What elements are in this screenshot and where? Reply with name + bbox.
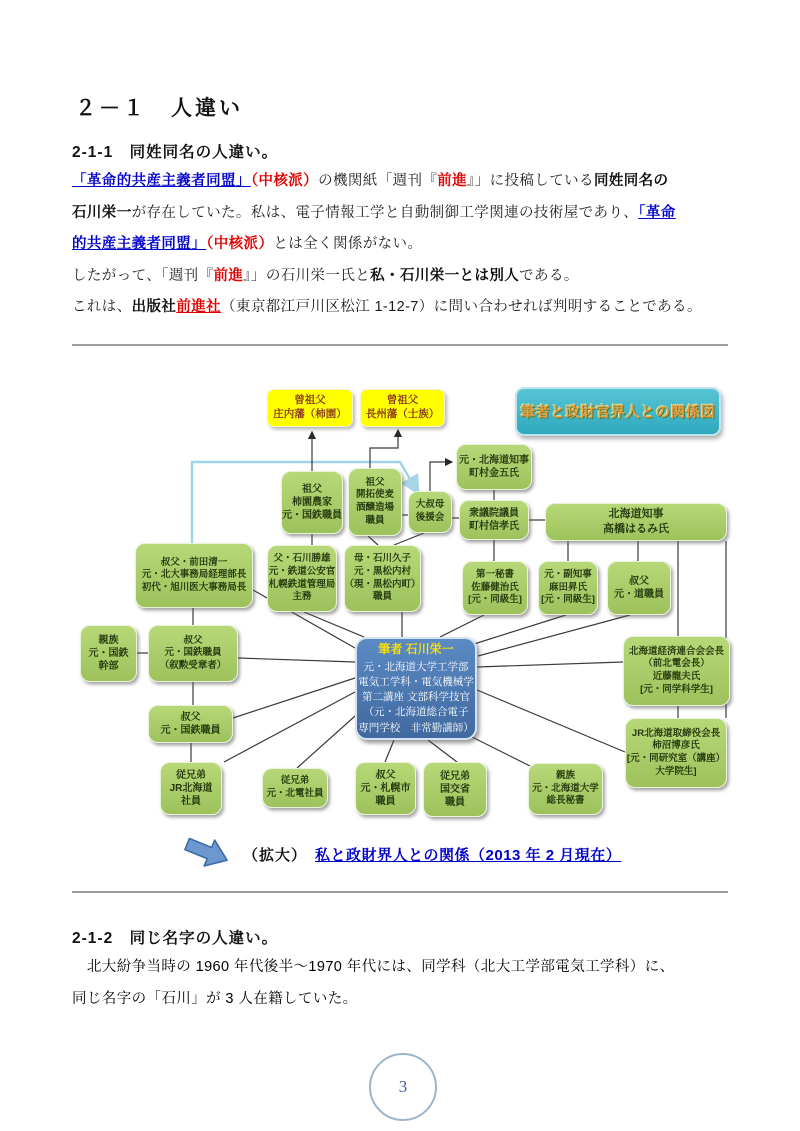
body-text-line (72, 292, 742, 324)
bottom-text-line-2: 同じ名字の「石川」が 3 人在籍していた。 (72, 991, 358, 1007)
text-run: （中核派） (206, 236, 274, 252)
node-text-line: [元・同学科学生] (640, 683, 713, 695)
node-text-line: 庄内藩（柿園） (273, 408, 347, 420)
node-text-line: 専門学校 非常勤講師） (358, 721, 474, 734)
node-text-line: 叔父 (180, 711, 201, 723)
inline-link[interactable]: 「革命的共産主義者同盟」 (72, 173, 251, 189)
node-text-line: 父・石川勝雄 (273, 553, 331, 565)
node-kondo (623, 636, 730, 706)
text-run: とは全く関係がない。 (273, 236, 423, 252)
node-text-line: 初代・旭川医大事務局長 (141, 581, 247, 593)
text-run: 前進 (213, 267, 244, 284)
node-text-line: 北海道経済連合会会長 (628, 645, 724, 657)
node-chichi (267, 545, 337, 612)
node-text-line: （叙勲受章者） (159, 659, 227, 671)
text-run: 私・石川栄一とは別人 (370, 267, 520, 284)
node-text-line: 大学院生] (655, 765, 697, 777)
node-text-line: 元・札幌市 (360, 782, 411, 794)
node-text-line: 叔父 (375, 769, 396, 781)
node-text-line: 札幌鉄道管理局 (268, 578, 336, 590)
node-sofu1 (281, 471, 343, 534)
text-run: である。 (519, 267, 579, 284)
node-text-line: [元・同級生] (541, 594, 595, 606)
node-text-line: 近藤龍夫氏 (652, 671, 701, 682)
caption-link[interactable]: 私と政財界人との関係（2013 年 2 月現在） (315, 846, 622, 864)
node-text-line: 元・国鉄職員 (164, 647, 222, 659)
node-text-line: 元・北海道大学工学部 (363, 660, 469, 673)
node-text-line: 元・黒松内村 (353, 565, 411, 577)
diagram-title-banner (515, 387, 721, 436)
node-text-line: [元・同級生] (468, 594, 522, 606)
node-text-line: 元・北海道知事 (459, 454, 529, 466)
text-run: 前進 (437, 173, 468, 189)
body-text-line (72, 229, 742, 261)
text-run: （中核派） (250, 173, 319, 189)
node-text-line: 元・国鉄 (88, 647, 129, 659)
node-kakinuma (625, 718, 727, 788)
node-text-line: 祖父 (365, 476, 385, 488)
node-text-line: 元・副知事 (544, 569, 592, 581)
node-author (355, 637, 477, 740)
node-takahashi (545, 503, 727, 541)
diagram-caption (183, 836, 621, 872)
node-text-line: 社員 (181, 796, 201, 808)
node-sofu2 (348, 468, 402, 536)
node-oji_jokun (148, 625, 238, 682)
node-text-line: 元・北大事務局経理部長 (141, 569, 247, 581)
node-text-line: 高橋はるみ氏 (603, 523, 669, 535)
node-text-line: 曾祖父 (294, 394, 326, 407)
node-shinzoku1 (80, 625, 137, 682)
node-text-line: 職員 (365, 514, 385, 526)
node-text-line: 柿園農家 (292, 496, 332, 508)
node-text-line: 元・国鉄職員 (282, 510, 342, 522)
text-run: 出版社 (131, 299, 177, 315)
node-text-line: （現・黒松内町） (344, 578, 421, 590)
node-itoko_hokuden (262, 768, 328, 808)
node-text-line: （元・北海道総合電子 (363, 706, 469, 719)
node-text-line: 元・国鉄職員 (160, 725, 221, 736)
body-text-line (72, 198, 742, 230)
node-text-line: 元・北電社員 (266, 788, 324, 799)
page-number-badge (369, 1053, 437, 1121)
node-text-line: 親族 (555, 770, 575, 782)
node-text-line: （前北電会長） (643, 658, 710, 670)
section-heading-2-1-2: 2-1-2 同じ名字の人違い。 (72, 930, 279, 947)
node-itoko_kokko (423, 762, 487, 817)
text-run: （東京都江戸川区松江 1-12-7）に問い合わせれば判明することである。 (221, 299, 702, 315)
node-text-line: 従兄弟 (176, 769, 206, 781)
node-text-line: 祖父 (302, 483, 322, 495)
node-hisho (462, 561, 528, 615)
inline-link[interactable]: 「革命 (638, 204, 676, 221)
text-run: 石川栄一 (72, 204, 132, 221)
node-maeda (135, 543, 253, 608)
text-run: これは、 (72, 299, 132, 315)
node-text-line: 叔父 (183, 634, 203, 646)
page-number: 3 (398, 1077, 408, 1096)
bottom-text-line-1: 北大紛争当時の 1960 年代後半～1970 年代には、同学科（北大工学部電気工学科）に、 (72, 959, 675, 975)
page-title: ２－１ 人違い (75, 97, 243, 120)
node-itoko_jr (160, 762, 222, 815)
node-text-line: 元・鉄道公安官 (268, 565, 336, 577)
node-text-line: [元・同研究室（講座） (626, 753, 726, 764)
node-shinzoku2 (528, 763, 603, 815)
node-text-line: JR北海道取締役会長 (631, 727, 721, 739)
node-fukuchiji (538, 561, 598, 615)
node-kingo (456, 444, 532, 490)
node-text-line: 職員 (375, 796, 396, 808)
node-text-line: 第一秘書 (475, 569, 514, 581)
node-text-line: 母・石川久子 (353, 553, 411, 565)
body-text-line (72, 166, 742, 198)
node-oji_michi (607, 561, 671, 615)
node-text-line: 幹部 (98, 661, 119, 673)
node-text-line: 酒醸造場 (355, 502, 394, 513)
node-text-line: 北海道知事 (608, 508, 664, 521)
node-text-line: 柿沼博彦氏 (652, 740, 700, 752)
node-yellow2 (360, 389, 445, 427)
node-text-line: 町村金五氏 (469, 468, 519, 479)
node-text-line: 従兄弟 (440, 770, 470, 782)
node-oji_kokutetsu (148, 705, 233, 743)
divider-top (72, 344, 728, 346)
text-run: したがって、「週刊『 (72, 267, 214, 284)
node-text-line: 親族 (98, 634, 119, 646)
text-run: が存在していた。私は、電子情報工学と自動制御工学関連の技術屋であり、 (131, 204, 639, 221)
node-text-line: 国交省 (440, 783, 470, 795)
node-text-line: 電気工学科・電気機械学 (358, 675, 474, 688)
text-run: の機関紙「週刊『 (318, 173, 438, 189)
text-run: 』」に投稿している (467, 173, 594, 189)
body-paragraph (72, 166, 742, 324)
node-text-line: 元・北海道大学 (532, 782, 599, 794)
node-text-line: 長州藩（士族） (365, 408, 440, 420)
node-text-line: 主務 (292, 591, 312, 603)
node-text-line: JR北海道 (169, 782, 213, 794)
node-text-line: 従兄弟 (280, 775, 310, 787)
node-text-line: 麻田昇氏 (548, 581, 587, 593)
text-run: 同姓同名の (593, 173, 669, 189)
inline-link[interactable]: 的共産主義者同盟」 (72, 236, 207, 252)
divider-bottom (72, 891, 728, 893)
node-text-line: 佐藤健治氏 (471, 581, 519, 593)
node-ooba (408, 491, 452, 533)
node-text-line: 大叔母 (415, 499, 445, 511)
node-text-line: 職員 (372, 591, 392, 603)
node-text-line: 元・道職員 (614, 589, 664, 600)
inline-link[interactable]: 前進社 (176, 299, 222, 315)
node-text-line: 後援会 (415, 512, 445, 523)
node-nobutaka (459, 500, 529, 540)
node-text-line: 叔父 (629, 575, 649, 587)
node-text-line: 衆議院議員 (469, 507, 519, 519)
text-run: 』」の石川栄一氏と (243, 267, 371, 284)
node-text-line: 第二講座 文部科学技官 (362, 691, 470, 704)
caption-label: （拡大） (243, 846, 308, 864)
node-text-line: 曾祖父 (386, 394, 419, 407)
node-text-line: 叔父・前田清一 (160, 556, 228, 568)
block-arrow-icon (183, 836, 235, 872)
body-text-line (72, 261, 742, 293)
node-text-line: 総長秘書 (546, 795, 585, 807)
node-text-line: 町村信孝氏 (469, 521, 519, 532)
node-haha (344, 545, 421, 612)
section-heading-2-1-1: 2-1-1 同姓同名の人違い。 (72, 144, 279, 161)
node-text-line: 職員 (445, 797, 465, 809)
node-text-line: 筆者 石川栄一 (378, 642, 454, 657)
node-oji_sapporo (355, 762, 416, 815)
diagram-title-text: 筆者と政財官界人との関係図 (520, 405, 716, 421)
relationship-diagram (72, 360, 728, 830)
node-yellow1 (267, 389, 353, 427)
node-text-line: 開拓使麦 (355, 489, 394, 501)
